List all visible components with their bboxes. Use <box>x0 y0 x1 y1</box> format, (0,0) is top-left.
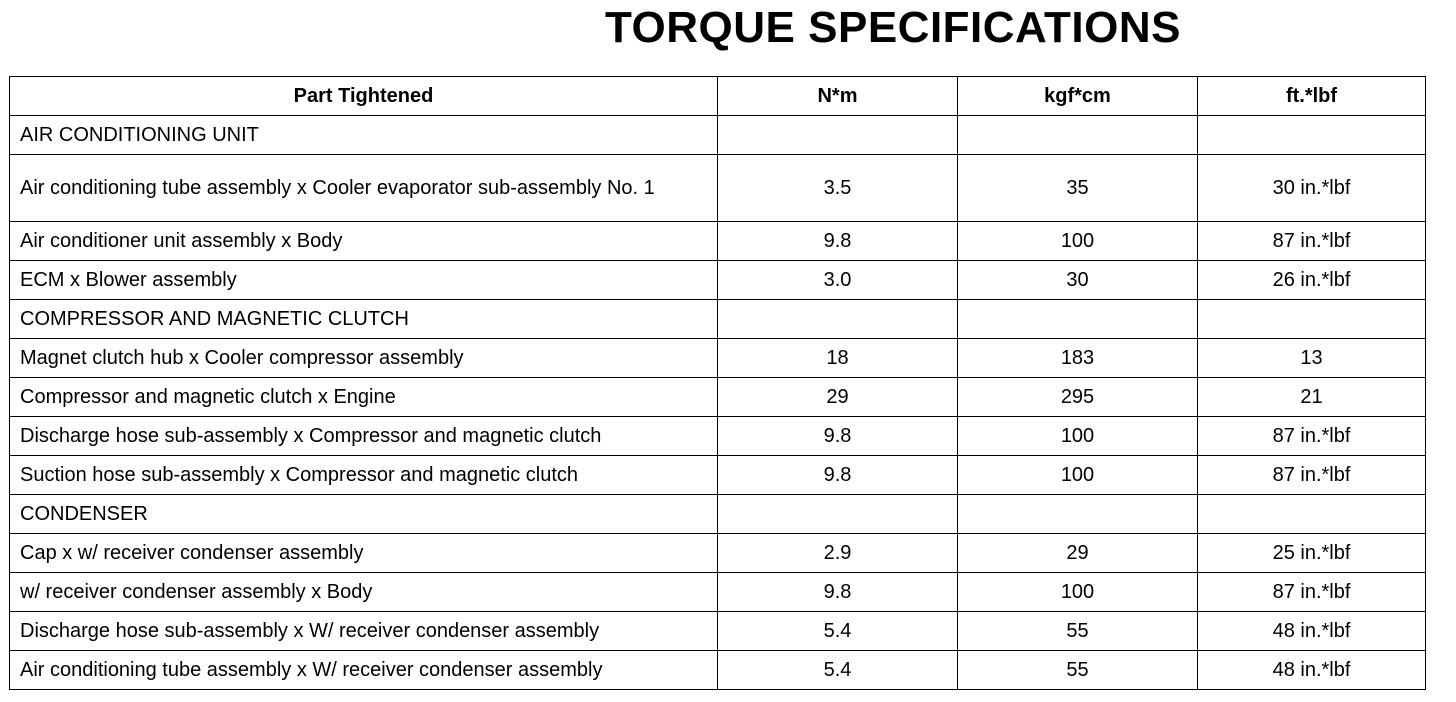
section-row <box>10 116 1426 155</box>
ft-cell: 87 in.*lbf <box>1198 417 1426 456</box>
header-nm: N*m <box>718 77 958 116</box>
kgf-cell: 30 <box>958 261 1198 300</box>
part-cell: w/ receiver condenser assembly x Body <box>10 573 718 612</box>
part-cell: Air conditioning tube assembly x W/ receiver condenser assembly <box>10 651 718 690</box>
ft-cell: 30 in.*lbf <box>1198 155 1426 222</box>
nm-cell: 5.4 <box>718 651 958 690</box>
table-row <box>10 612 1426 651</box>
table-row <box>10 651 1426 690</box>
kgf-cell: 295 <box>958 378 1198 417</box>
ft-cell: 87 in.*lbf <box>1198 222 1426 261</box>
nm-cell <box>718 300 958 339</box>
table-row <box>10 573 1426 612</box>
ft-cell: 48 in.*lbf <box>1198 651 1426 690</box>
nm-cell: 5.4 <box>718 612 958 651</box>
nm-cell: 18 <box>718 339 958 378</box>
part-cell: Discharge hose sub-assembly x Compressor and magnetic clutch <box>10 417 718 456</box>
part-cell: Suction hose sub-assembly x Compressor and magnetic clutch <box>10 456 718 495</box>
page-title: TORQUE SPECIFICATIONS <box>604 3 1182 52</box>
ft-cell <box>1198 300 1426 339</box>
part-cell: Air conditioning tube assembly x Cooler evaporator sub-assembly No. 1 <box>10 155 718 222</box>
part-cell: Discharge hose sub-assembly x W/ receiver condenser assembly <box>10 612 718 651</box>
table-row <box>10 417 1426 456</box>
kgf-cell: 35 <box>958 155 1198 222</box>
kgf-cell: 55 <box>958 612 1198 651</box>
part-cell: Magnet clutch hub x Cooler compressor assembly <box>10 339 718 378</box>
nm-cell <box>718 495 958 534</box>
part-cell: Cap x w/ receiver condenser assembly <box>10 534 718 573</box>
table-row <box>10 339 1426 378</box>
part-cell: COMPRESSOR AND MAGNETIC CLUTCH <box>10 300 718 339</box>
table-body <box>10 116 1426 690</box>
table-row <box>10 534 1426 573</box>
header-ft-lbf: ft.*lbf <box>1198 77 1426 116</box>
ft-cell: 48 in.*lbf <box>1198 612 1426 651</box>
part-cell: CONDENSER <box>10 495 718 534</box>
kgf-cell: 183 <box>958 339 1198 378</box>
torque-spec-table <box>9 76 1426 690</box>
header-kgf-cm: kgf*cm <box>958 77 1198 116</box>
section-row <box>10 495 1426 534</box>
part-cell: ECM x Blower assembly <box>10 261 718 300</box>
ft-cell: 87 in.*lbf <box>1198 573 1426 612</box>
nm-cell: 9.8 <box>718 573 958 612</box>
kgf-cell: 55 <box>958 651 1198 690</box>
kgf-cell <box>958 116 1198 155</box>
table-row <box>10 261 1426 300</box>
kgf-cell: 100 <box>958 222 1198 261</box>
nm-cell: 9.8 <box>718 222 958 261</box>
ft-cell: 13 <box>1198 339 1426 378</box>
part-cell: AIR CONDITIONING UNIT <box>10 116 718 155</box>
ft-cell <box>1198 116 1426 155</box>
nm-cell: 9.8 <box>718 417 958 456</box>
ft-cell: 21 <box>1198 378 1426 417</box>
kgf-cell: 100 <box>958 417 1198 456</box>
nm-cell: 29 <box>718 378 958 417</box>
kgf-cell <box>958 495 1198 534</box>
nm-cell: 2.9 <box>718 534 958 573</box>
table-row <box>10 155 1426 222</box>
ft-cell: 26 in.*lbf <box>1198 261 1426 300</box>
ft-cell <box>1198 495 1426 534</box>
section-row <box>10 300 1426 339</box>
ft-cell: 25 in.*lbf <box>1198 534 1426 573</box>
nm-cell <box>718 116 958 155</box>
kgf-cell <box>958 300 1198 339</box>
ft-cell: 87 in.*lbf <box>1198 456 1426 495</box>
nm-cell: 3.0 <box>718 261 958 300</box>
header-part-tightened: Part Tightened <box>10 77 718 116</box>
kgf-cell: 29 <box>958 534 1198 573</box>
kgf-cell: 100 <box>958 456 1198 495</box>
header-row <box>10 77 1426 116</box>
table-row <box>10 378 1426 417</box>
part-cell: Compressor and magnetic clutch x Engine <box>10 378 718 417</box>
table-header <box>10 77 1426 116</box>
part-cell: Air conditioner unit assembly x Body <box>10 222 718 261</box>
nm-cell: 3.5 <box>718 155 958 222</box>
kgf-cell: 100 <box>958 573 1198 612</box>
table-row <box>10 456 1426 495</box>
table-row <box>10 222 1426 261</box>
nm-cell: 9.8 <box>718 456 958 495</box>
